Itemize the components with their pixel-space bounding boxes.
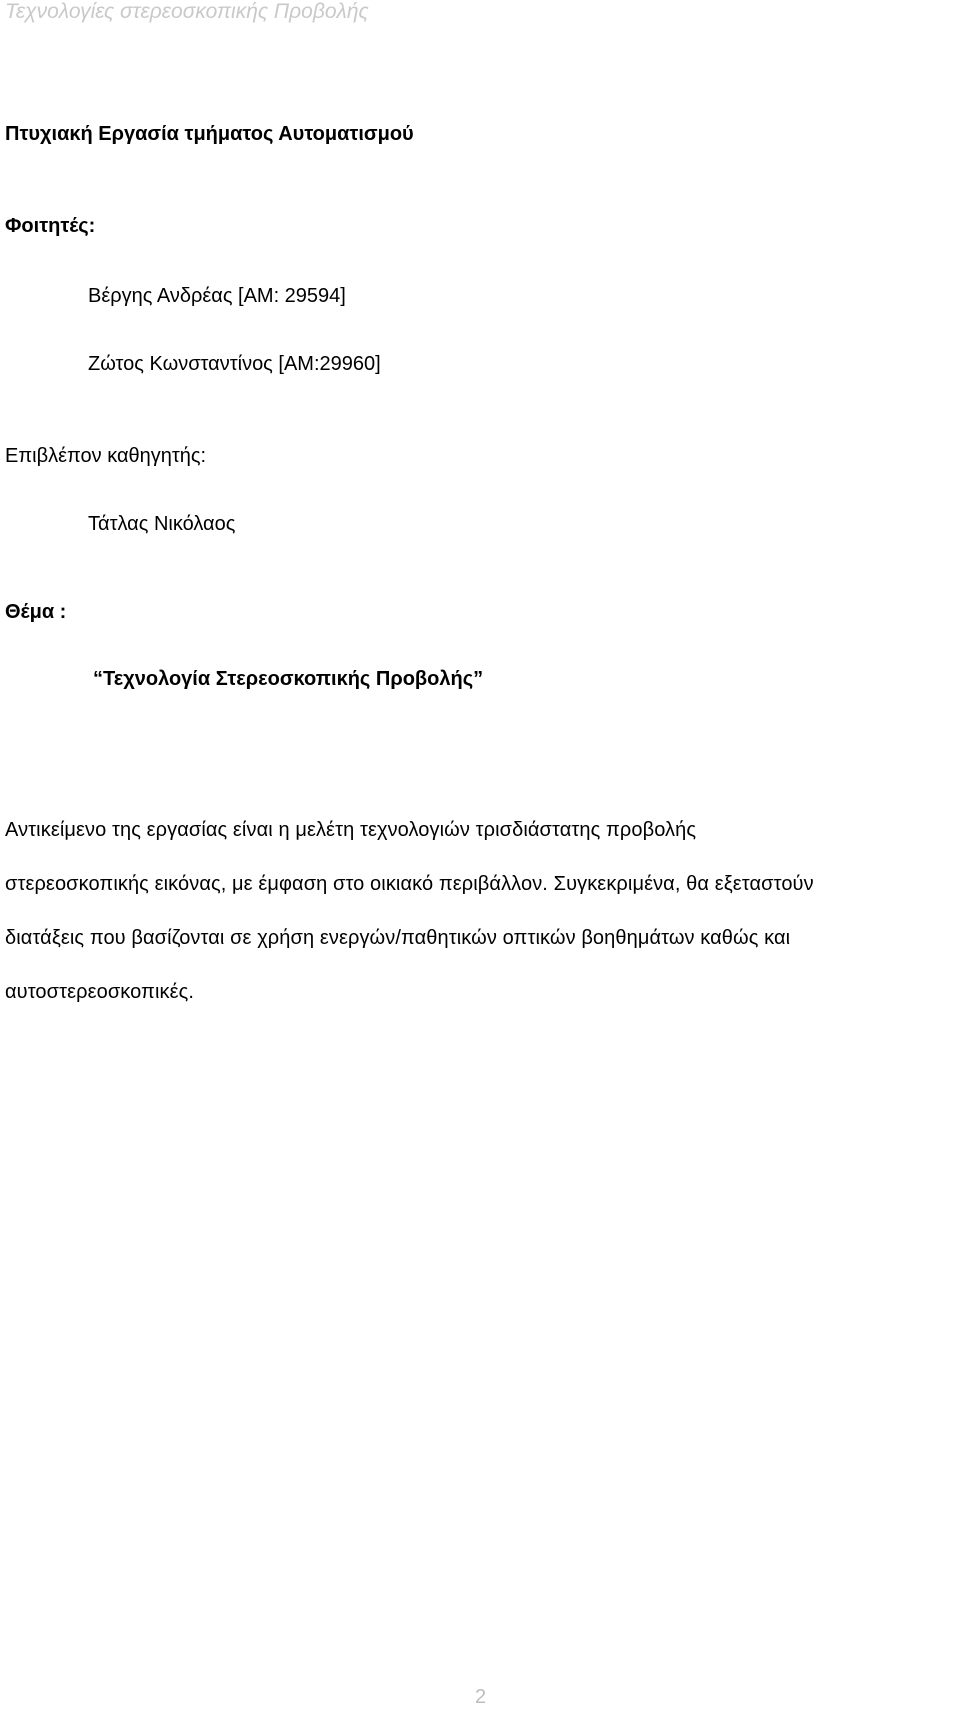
student-name: Βέργης Ανδρέας [ΑΜ: 29594] [88, 285, 346, 307]
abstract-line: διατάξεις που βασίζονται σε χρήση ενεργών/παθητικών οπτικών βοηθημάτων καθώς και [5, 927, 791, 949]
running-header: Τεχνολογίες στερεοσκοπικής Προβολής [5, 0, 369, 23]
supervisor-name: Τάτλας Νικόλαος [88, 513, 236, 535]
supervisor-label: Επιβλέπον καθηγητής: [5, 445, 207, 467]
document-title: Πτυχιακή Εργασία τμήματος Αυτοματισμού [5, 123, 414, 145]
page-number: 2 [475, 1686, 487, 1708]
abstract-line: αυτοστερεοσκοπικές. [5, 981, 195, 1003]
students-label: Φοιτητές: [5, 215, 96, 237]
topic-title: “Τεχνολογία Στερεοσκοπικής Προβολής” [93, 668, 484, 690]
topic-label: Θέμα : [5, 601, 67, 623]
abstract-line: στερεοσκοπικής εικόνας, με έμφαση στο οικιακό περιβάλλον. Συγκεκριμένα, θα εξεταστούν [5, 873, 814, 895]
abstract-paragraph [5, 803, 960, 1019]
student-name: Ζώτος Κωνσταντίνος [ΑΜ:29960] [88, 353, 381, 375]
abstract-line: Αντικείμενο της εργασίας είναι η μελέτη τεχνολογιών τρισδιάστατης προβολής [5, 819, 697, 841]
